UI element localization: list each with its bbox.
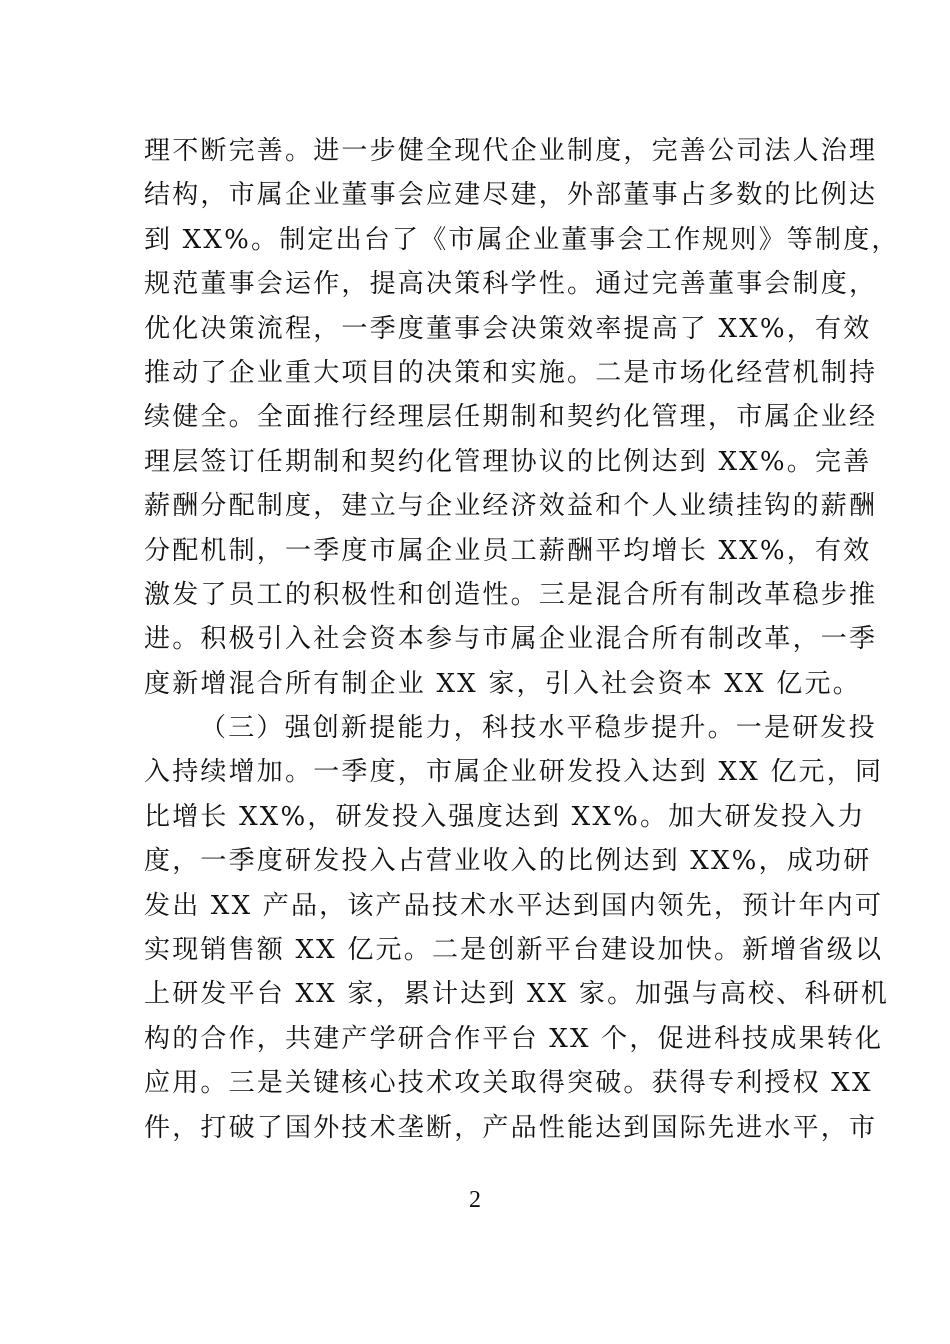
text-line: 构的合作，共建产学研合作平台 XX 个，促进科技成果转化 <box>144 1023 884 1054</box>
text-line: 优化决策流程，一季度董事会决策效率提高了 XX%，有效 <box>144 313 872 344</box>
text-line: 到 XX%。制定出台了《市属企业董事会工作规则》等制度， <box>144 224 900 255</box>
text-line: 比增长 XX%，研发投入强度达到 XX%。加大研发投入力 <box>144 801 866 832</box>
text-line: 进。积极引入社会资本参与市属企业混合所有制改革，一季 <box>144 624 878 655</box>
text-line: 应用。三是关键核心技术攻关取得突破。获得专利授权 XX <box>144 1068 873 1099</box>
text-line: 上研发平台 XX 家，累计达到 XX 家。加强与高校、科研机 <box>144 979 890 1010</box>
text-line: 理层签订任期制和契约化管理协议的比例达到 XX%。完善 <box>144 446 872 477</box>
text-line: 激发了员工的积极性和创造性。三是混合所有制改革稳步推 <box>144 579 878 610</box>
section-heading-line: （三）强创新提能力，科技水平稳步提升。一是研发投 <box>200 713 877 744</box>
body-text <box>144 129 900 1150</box>
text-line: 结构，市属企业董事会应建尽建，外部董事占多数的比例达 <box>144 180 878 211</box>
text-line: 度新增混合所有制企业 XX 家，引入社会资本 XX 亿元。 <box>144 668 861 699</box>
text-line: 理不断完善。进一步健全现代企业制度，完善公司法人治理 <box>144 136 878 166</box>
page-number: 2 <box>469 1187 481 1213</box>
text-line: 入持续增加。一季度，市属企业研发投入达到 XX 亿元，同 <box>144 757 884 788</box>
text-line: 实现销售额 XX 亿元。二是创新平台建设加快。新增省级以 <box>144 935 884 966</box>
text-line: 分配机制，一季度市属企业员工薪酬平均增长 XX%，有效 <box>144 535 872 566</box>
text-line: 件，打破了国外技术垄断，产品性能达到国际先进水平，市 <box>144 1112 878 1143</box>
text-line: 发出 XX 产品，该产品技术水平达到国内领先，预计年内可 <box>144 890 884 921</box>
text-line: 薪酬分配制度，建立与企业经济效益和个人业绩挂钩的薪酬 <box>144 491 878 522</box>
text-line: 度，一季度研发投入占营业收入的比例达到 XX%，成功研 <box>144 846 872 877</box>
text-line: 续健全。全面推行经理层任期制和契约化管理，市属企业经 <box>144 402 878 433</box>
text-line: 推动了企业重大项目的决策和实施。二是市场化经营机制持 <box>144 357 878 388</box>
text-line: 规范董事会运作，提高决策科学性。通过完善董事会制度， <box>144 269 878 300</box>
